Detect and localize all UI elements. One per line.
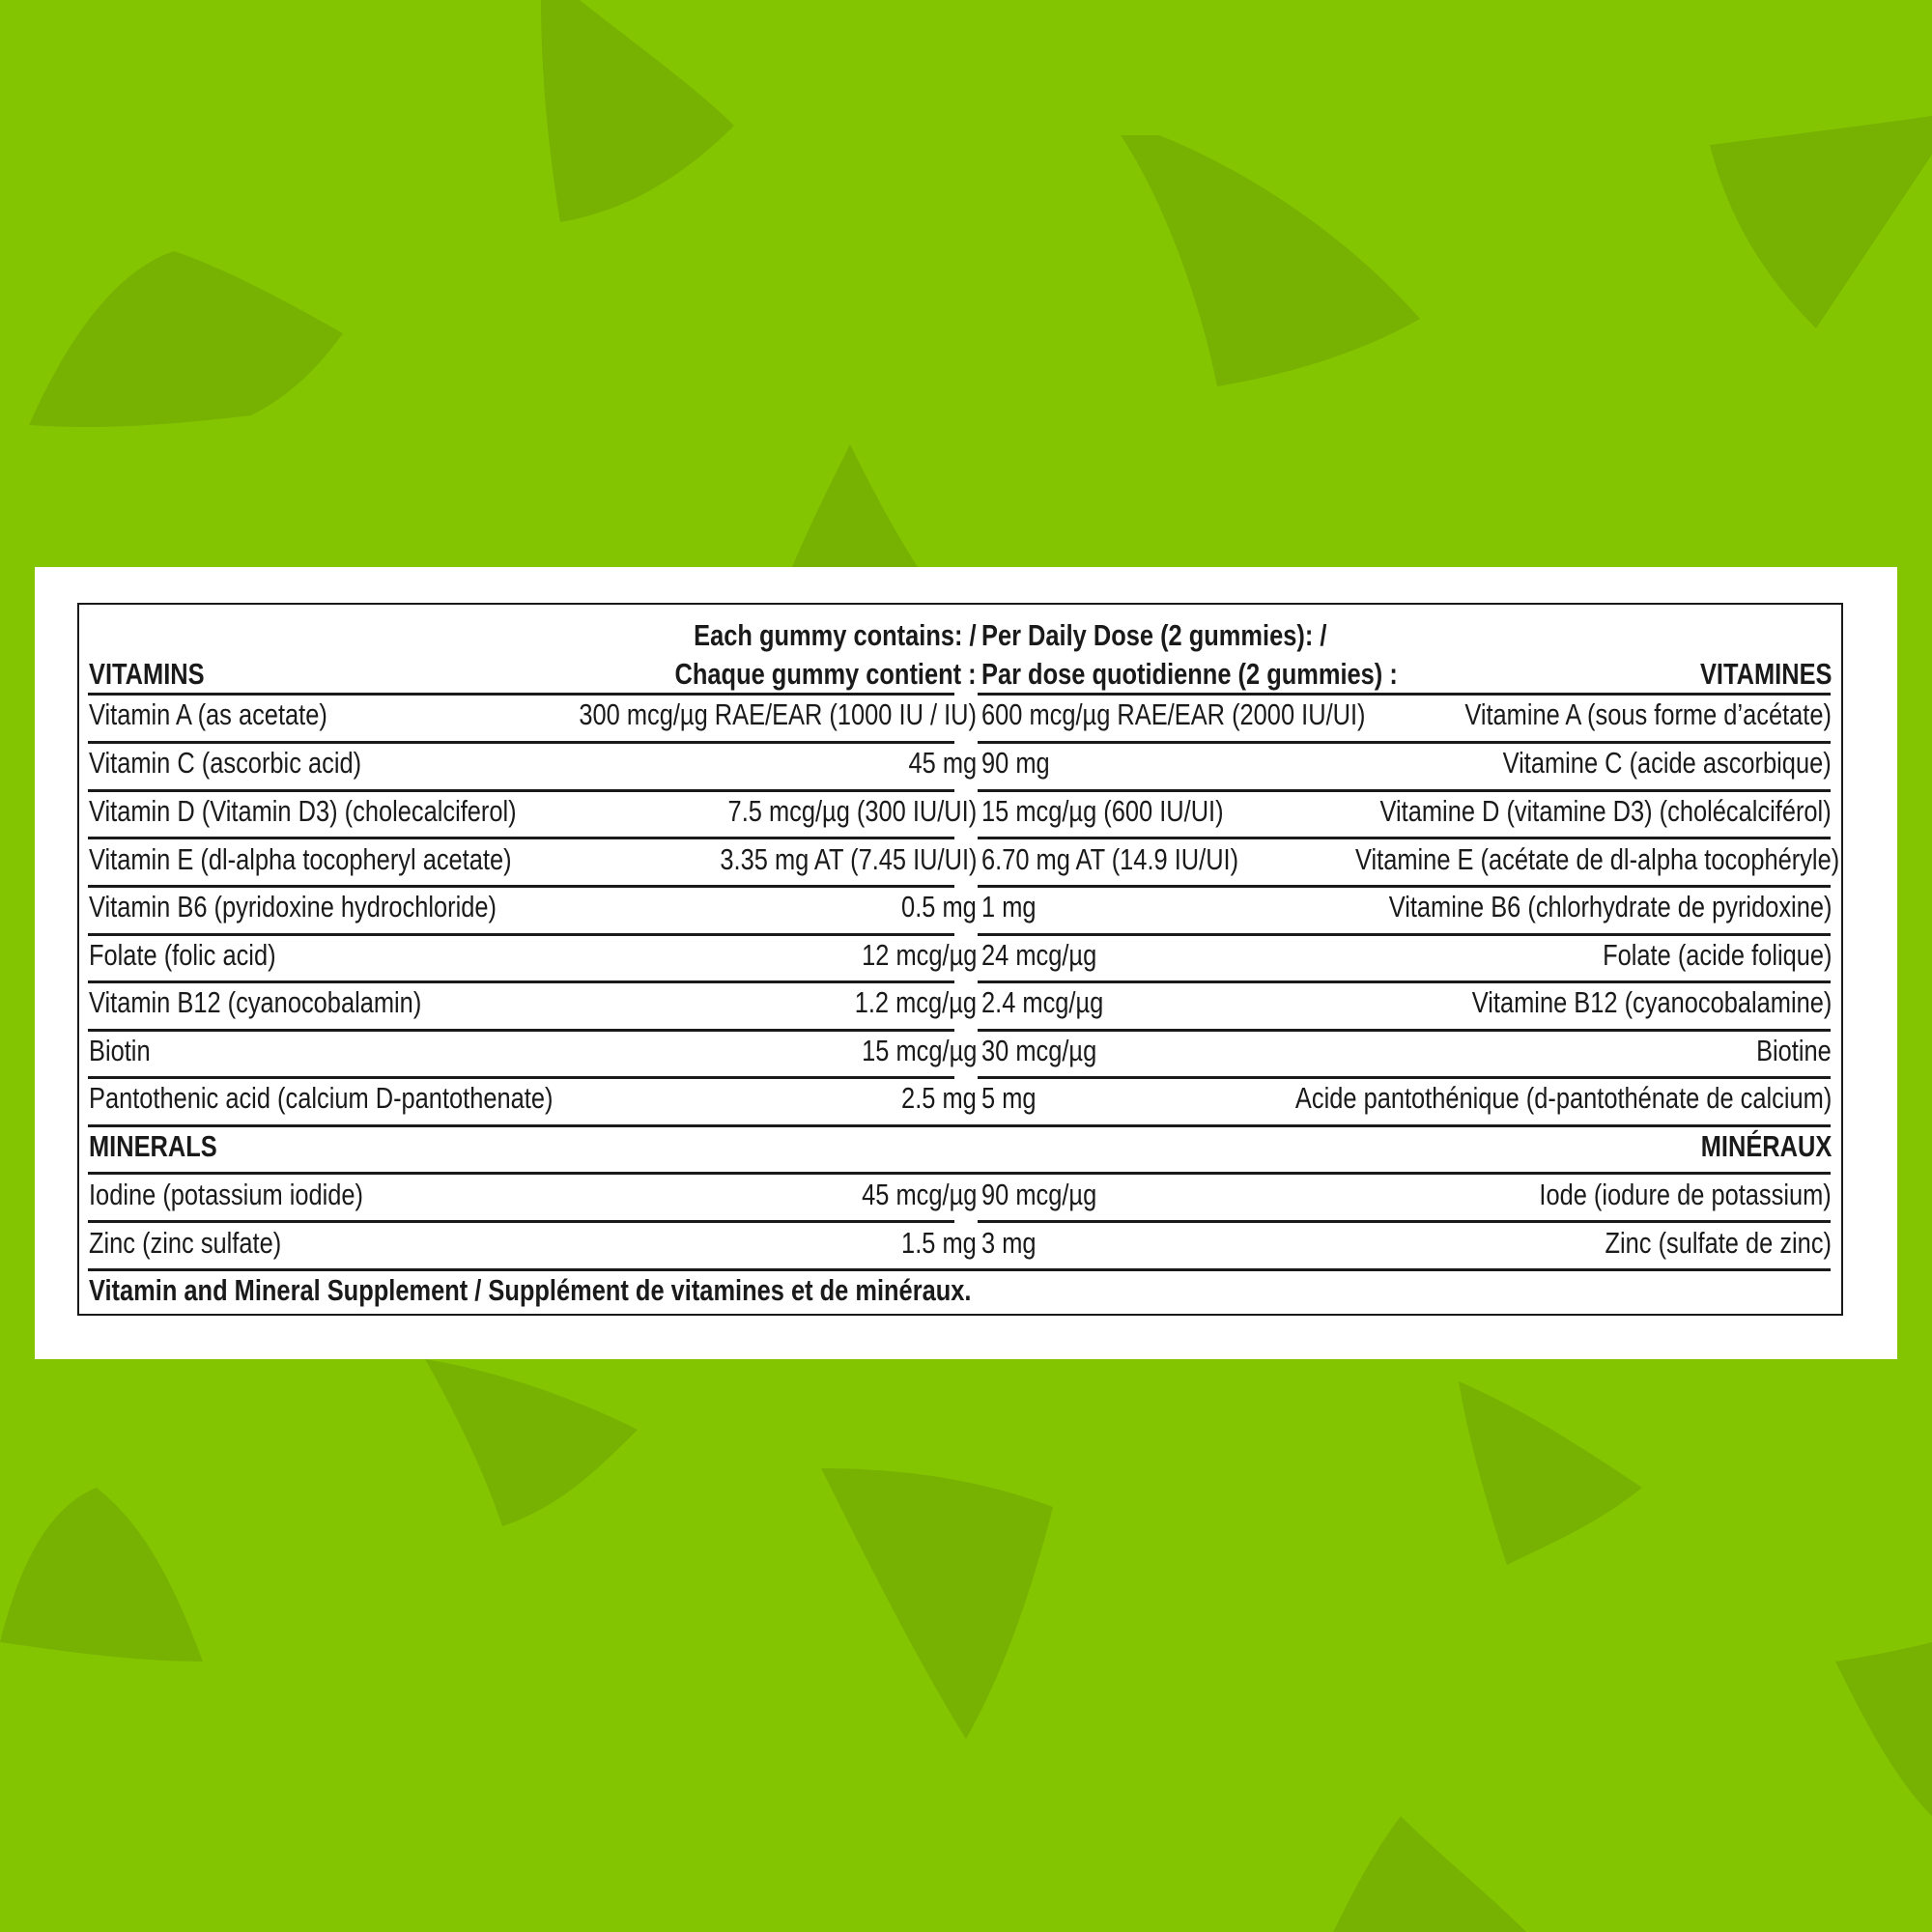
row-divider: [88, 980, 954, 983]
row-divider: [88, 1124, 1831, 1127]
per-dose-amount: 1 mg: [981, 890, 1037, 923]
per-dose-amount: 3 mg: [981, 1226, 1037, 1260]
daily-dose-header-line1: Per Daily Dose (2 gummies): /: [981, 618, 1327, 652]
per-gummy-amount: 1.2 mcg/µg: [854, 985, 977, 1019]
per-gummy-amount: 7.5 mcg/µg (300 IU/UI): [727, 794, 977, 828]
row-divider: [978, 1076, 1831, 1079]
per-gummy-amount: 45 mg: [908, 746, 977, 780]
footer-divider: [88, 1268, 1831, 1271]
minerals-title: MINERALS: [89, 1129, 217, 1163]
nutrient-name-fr: Iode (iodure de potassium): [1539, 1178, 1832, 1211]
nutrient-name-en: Biotin: [89, 1034, 151, 1067]
per-gummy-amount: 45 mcg/µg: [861, 1178, 977, 1211]
row-divider: [978, 980, 1831, 983]
row-divider: [88, 1029, 954, 1032]
header-divider: [978, 693, 1831, 696]
row-divider: [88, 741, 954, 744]
section-divider: [88, 1172, 1831, 1175]
nutrient-name-en: Vitamin E (dl-alpha tocopheryl acetate): [89, 842, 512, 876]
per-dose-amount: 30 mcg/µg: [981, 1034, 1097, 1067]
per-dose-amount: 90 mcg/µg: [981, 1178, 1097, 1211]
row-divider: [88, 933, 954, 936]
daily-dose-header-line2: Par dose quotidienne (2 gummies) :: [981, 657, 1398, 691]
nutrient-name-fr: Zinc (sulfate de zinc): [1605, 1226, 1832, 1260]
per-gummy-amount: 3.35 mg AT (7.45 IU/UI): [719, 842, 977, 876]
nutrient-name-fr: Biotine: [1756, 1034, 1832, 1067]
nutrient-name-en: Iodine (potassium iodide): [89, 1178, 364, 1211]
nutrient-name-fr: Acide pantothénique (d-pantothénate de calcium): [1294, 1081, 1832, 1115]
row-divider: [88, 1220, 954, 1223]
row-divider: [978, 1029, 1831, 1032]
nutrient-name-en: Folate (folic acid): [89, 938, 276, 972]
per-dose-amount: 600 mcg/µg RAE/EAR (2000 IU/UI): [981, 697, 1366, 731]
nutrient-name-en: Vitamin A (as acetate): [89, 697, 327, 731]
per-gummy-amount: 2.5 mg: [901, 1081, 977, 1115]
nutrient-name-en: Vitamin B12 (cyanocobalamin): [89, 985, 422, 1019]
row-divider: [88, 885, 954, 888]
per-gummy-header-line2: Chaque gummy contient :: [674, 657, 977, 691]
header-divider: [88, 693, 954, 696]
nutrient-name-en: Vitamin C (ascorbic acid): [89, 746, 362, 780]
per-gummy-amount: 300 mcg/µg RAE/EAR (1000 IU / IU): [579, 697, 977, 731]
per-gummy-amount: 1.5 mg: [901, 1226, 977, 1260]
nutrient-name-fr: Vitamine C (acide ascorbique): [1502, 746, 1832, 780]
right-section-title: VITAMINES: [1699, 657, 1832, 691]
row-divider: [978, 789, 1831, 792]
per-dose-amount: 24 mcg/µg: [981, 938, 1097, 972]
per-dose-amount: 15 mcg/µg (600 IU/UI): [981, 794, 1224, 828]
nutrient-name-en: Vitamin B6 (pyridoxine hydrochloride): [89, 890, 497, 923]
per-dose-amount: 6.70 mg AT (14.9 IU/UI): [981, 842, 1239, 876]
nutrient-name-fr: Folate (acide folique): [1602, 938, 1832, 972]
nutrient-name-fr: Vitamine D (vitamine D3) (cholécalciférol): [1379, 794, 1832, 828]
row-divider: [88, 789, 954, 792]
left-section-title: VITAMINS: [89, 657, 205, 691]
nutrient-name-fr: Vitamine B12 (cyanocobalamine): [1471, 985, 1832, 1019]
per-dose-amount: 2.4 mcg/µg: [981, 985, 1104, 1019]
nutrient-name-fr: Vitamine A (sous forme d’acétate): [1464, 697, 1832, 731]
row-divider: [978, 933, 1831, 936]
row-divider: [88, 837, 954, 839]
nutrient-name-en: Zinc (zinc sulfate): [89, 1226, 282, 1260]
supplement-type-footer: Vitamin and Mineral Supplement / Supplément de vitamines et de minéraux.: [89, 1273, 972, 1307]
per-gummy-amount: 12 mcg/µg: [861, 938, 977, 972]
nutrient-name-en: Vitamin D (Vitamin D3) (cholecalciferol): [89, 794, 517, 828]
row-divider: [88, 1076, 954, 1079]
row-divider: [978, 837, 1831, 839]
row-divider: [978, 1220, 1831, 1223]
nutrient-name-fr: Vitamine E (acétate de dl-alpha tocophéryle): [1354, 842, 1839, 876]
per-gummy-header-line1: Each gummy contains: /: [694, 618, 977, 652]
per-gummy-amount: 15 mcg/µg: [861, 1034, 977, 1067]
nutrient-name-fr: Vitamine B6 (chlorhydrate de pyridoxine): [1388, 890, 1832, 923]
per-dose-amount: 5 mg: [981, 1081, 1037, 1115]
minerals-title-fr: MINÉRAUX: [1700, 1129, 1832, 1163]
per-gummy-amount: 0.5 mg: [901, 890, 977, 923]
nutrient-name-en: Pantothenic acid (calcium D-pantothenate): [89, 1081, 554, 1115]
supplement-table: [77, 603, 1843, 1316]
supplement-facts-panel: [35, 567, 1897, 1359]
row-divider: [978, 885, 1831, 888]
row-divider: [978, 741, 1831, 744]
per-dose-amount: 90 mg: [981, 746, 1050, 780]
